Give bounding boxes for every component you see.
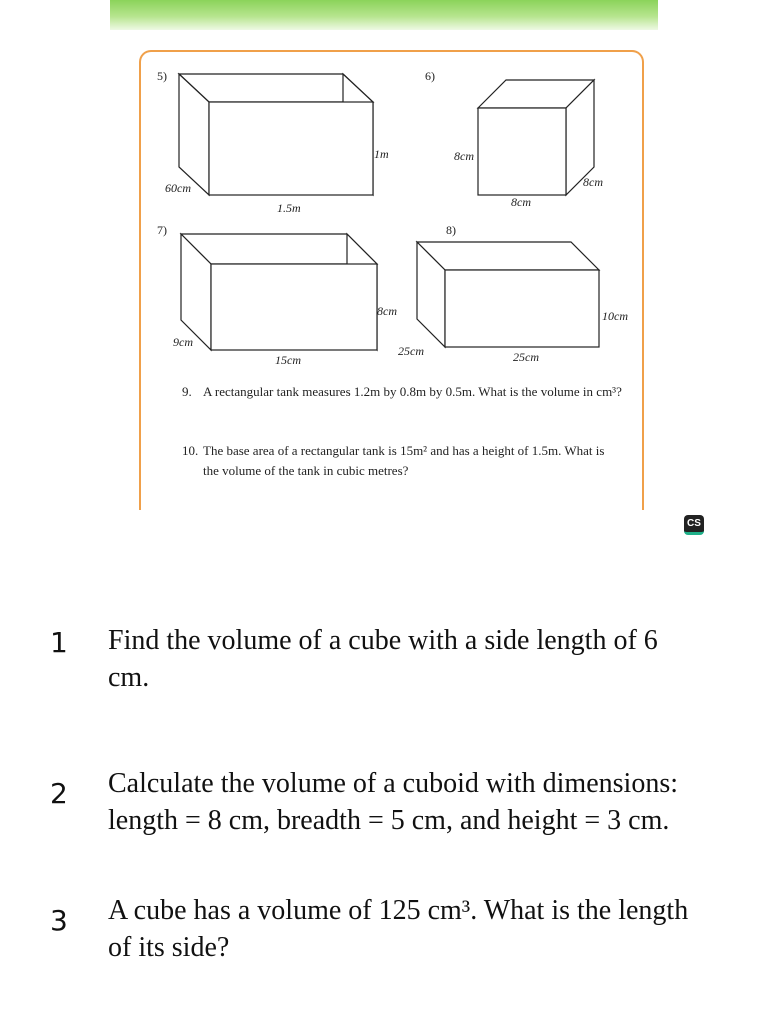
top-banner (110, 0, 658, 30)
problem-number: 9. (182, 384, 192, 399)
question-number: 3 (50, 904, 68, 937)
dimension-label: 8cm (583, 175, 603, 189)
question-number: 2 (50, 777, 68, 810)
figure-7 (157, 223, 397, 367)
figure-label: 7) (157, 223, 167, 237)
figure-8 (398, 223, 628, 364)
dimension-label: 9cm (173, 335, 193, 349)
dimension-label: 8cm (454, 149, 474, 163)
question-text: A cube has a volume of 125 cm³. What is the length of its side? (108, 895, 689, 963)
figure-label: 6) (425, 69, 435, 83)
dimension-label: 25cm (398, 344, 424, 358)
dimension-label: 8cm (377, 304, 397, 318)
question-text: Calculate the volume of a cuboid with dimensions: length = 8 cm, breadth = 5 cm, and height = 3 cm. (108, 768, 678, 836)
problem-text: The base area of a rectangular tank is 15m² and has a height of 1.5m. What is the volume of the tank in cubic metres? (203, 443, 605, 478)
figure-label: 5) (157, 69, 167, 83)
figure-label: 8) (446, 223, 456, 237)
problem-text: A rectangular tank measures 1.2m by 0.8m by 0.5m. What is the volume in cm³? (203, 384, 622, 399)
question-text: Find the volume of a cube with a side length of 6 cm. (108, 625, 658, 693)
dimension-label: 1m (374, 147, 389, 161)
dimension-label: 60cm (165, 181, 191, 195)
camscanner-badge-icon: CS (684, 515, 704, 535)
dimension-label: 10cm (602, 309, 628, 323)
problem-number: 10. (182, 443, 199, 458)
worksheet-image (139, 50, 644, 510)
figure-5 (157, 69, 389, 215)
figure-6 (425, 69, 603, 209)
dimension-label: 15cm (275, 353, 301, 367)
dimension-label: 25cm (513, 350, 539, 364)
question-number: 1 (50, 626, 68, 659)
dimension-label: 1.5m (277, 201, 301, 215)
dimension-label: 8cm (511, 195, 531, 209)
